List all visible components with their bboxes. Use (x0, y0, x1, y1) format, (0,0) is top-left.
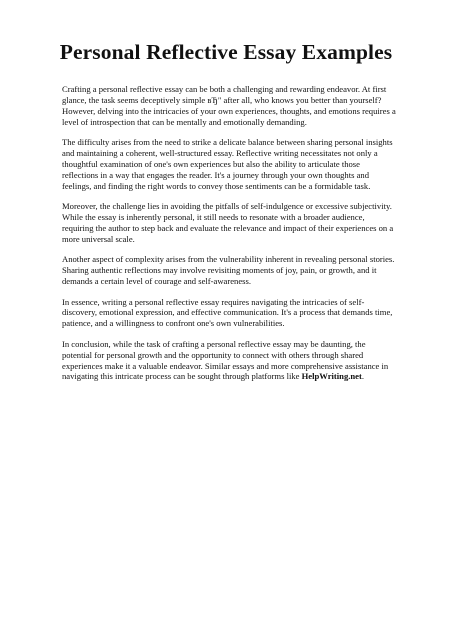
paragraph-essence (62, 297, 396, 330)
text-line: experiences make it a valuable endeavor. Similar essays and more comprehensive assistance in (62, 360, 389, 371)
text-line: Crafting a personal reflective essay can be both a challenging and rewarding endeavor. At first (62, 84, 387, 94)
paragraph-conclusion (62, 339, 396, 383)
text-line: reflections in a way that engages the reader. It's a journey through your own thoughts and (62, 169, 370, 180)
text-line: Moreover, the challenge lies in avoiding the pitfalls of self-indulgence or excessive subjectivity. (62, 201, 392, 212)
text-line: more universal scale. (62, 233, 135, 244)
essay-body (62, 84, 396, 392)
text-line: demands a certain level of courage and self-awareness. (62, 276, 251, 287)
helpwriting-link[interactable]: HelpWriting.net (301, 371, 362, 382)
paragraph-intro (62, 84, 396, 128)
text-line: In essence, writing a personal reflective essay requires navigating the intricacies of self- (62, 296, 365, 307)
text-line: feelings, and finding the right words to convey those sentiments can be a formidable task. (62, 180, 371, 191)
paragraph-difficulty (62, 137, 396, 192)
page-title: Personal Reflective Essay Examples (59, 40, 393, 64)
last-line-period: . (361, 371, 365, 382)
text-line: potential for personal growth and the opportunity to connect with others through shared (62, 349, 364, 360)
text-line: Another aspect of complexity arises from the vulnerability inherent in revealing personal stories. (62, 254, 395, 265)
text-line-last (62, 371, 396, 382)
text-line: and maintaining a coherent, well-structured essay. Reflective writing necessitates not only a (62, 148, 378, 159)
text-line: level of introspection that can be mentally and emotionally demanding. (62, 116, 307, 127)
text-line: Sharing authentic reflections may involve revisiting moments of joy, pain, or growth, and it (62, 265, 377, 276)
last-line-text: navigating this intricate process can be sought through platforms like (62, 371, 302, 382)
text-line: thoughtful examination of one's own experiences but also the ability to articulate those (62, 158, 360, 169)
text-line: patience, and a willingness to confront one's own vulnerabilities. (62, 318, 285, 329)
text-line: requiring the author to step back and evaluate the relevance and impact of their experiences on a (62, 222, 394, 233)
text-line: discovery, emotional expression, and effective communication. It's a process that demands time, (62, 307, 393, 318)
text-line: The difficulty arises from the need to strike a delicate balance between sharing personal insights (62, 137, 393, 148)
text-line: While the essay is inherently personal, it still needs to resonate with a broader audience, (62, 212, 365, 223)
paragraph-vulnerability (62, 254, 396, 287)
paragraph-challenge (62, 201, 396, 245)
text-line: glance, the task seems deceptively simple вЂ" after all, who knows you better than yourself? (62, 94, 382, 105)
text-line: However, delving into the intricacies of your own experiences, thoughts, and emotions requires a (62, 105, 396, 116)
text-line: In conclusion, while the task of crafting a personal reflective essay may be daunting, the (62, 338, 366, 349)
